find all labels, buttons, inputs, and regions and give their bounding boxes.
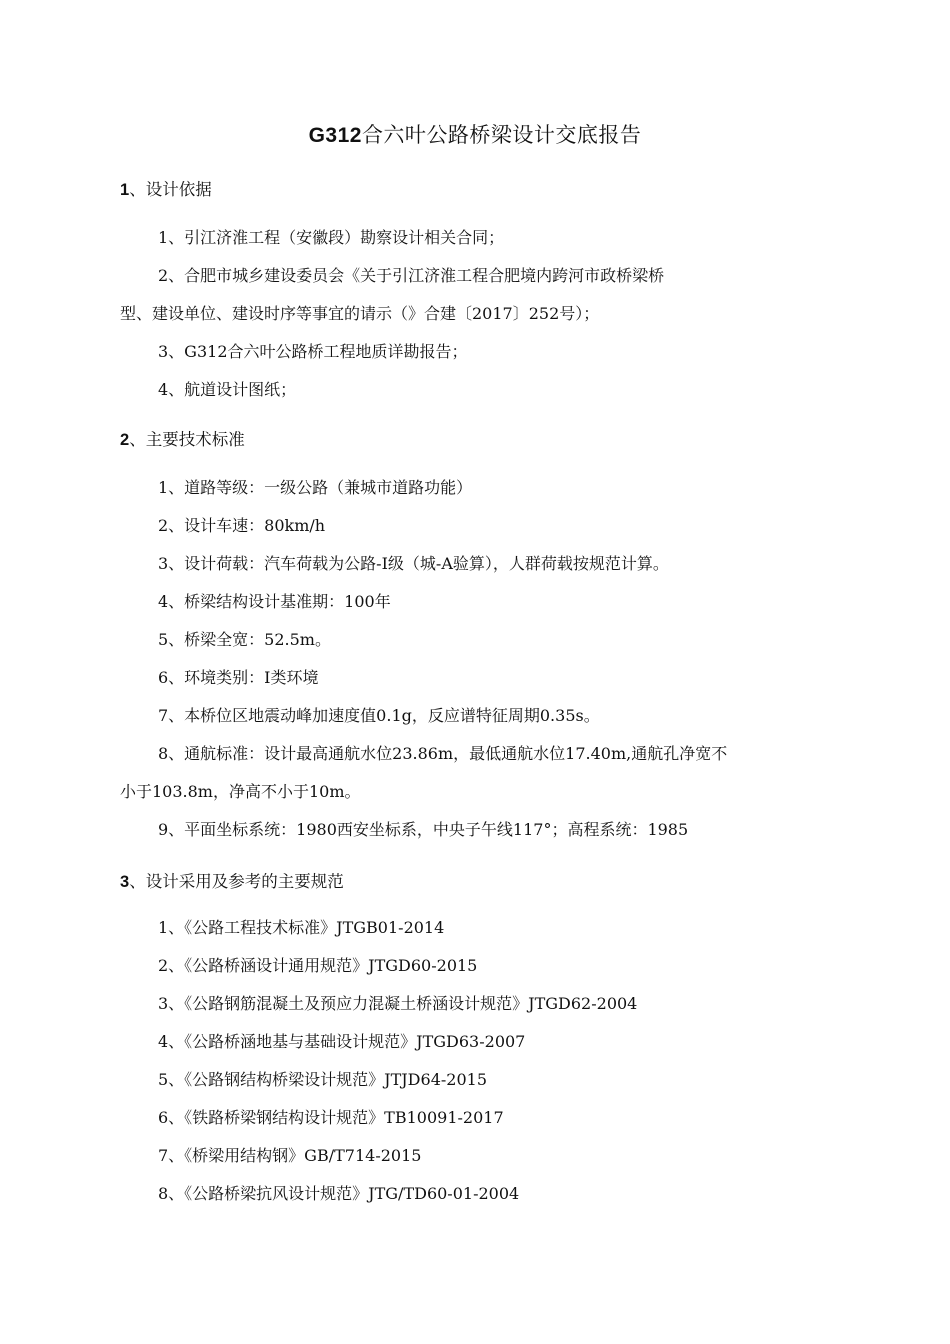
section-title: 、设计依据	[129, 180, 212, 199]
section-number: 1	[120, 181, 130, 199]
section-number: 2	[120, 431, 130, 449]
section-number: 3	[120, 873, 130, 891]
list-item: 3、设计荷载：汽车荷载为公路-I级（城-A验算），人群荷载按规范计算。	[158, 554, 669, 573]
list-item-continuation: 型、建设单位、建设时序等事宜的请示（》合建〔2017〕252号）；	[120, 304, 600, 323]
list-item: 6、环境类别：I类环境	[158, 668, 319, 687]
list-item: 7、本桥位区地震动峰加速度值0.1g，反应谱特征周期0.35s。	[158, 706, 600, 725]
list-item: 5、《公路钢结构桥梁设计规范》JTJD64-2015	[158, 1070, 487, 1089]
section-title: 、设计采用及参考的主要规范	[129, 872, 344, 891]
list-item-continuation: 小于103.8m，净高不小于10m。	[120, 782, 361, 801]
list-item: 8、通航标准：设计最高通航水位23.86m，最低通航水位17.40m,通航孔净宽不	[158, 744, 728, 763]
list-item: 8、《公路桥梁抗风设计规范》JTG/TD60-01-2004	[158, 1184, 520, 1203]
title-text: 合六叶公路桥梁设计交底报告	[361, 123, 642, 147]
section-title: 、主要技术标准	[129, 430, 245, 449]
list-item: 2、设计车速：80km/h	[158, 516, 326, 535]
title-prefix: G312	[308, 124, 362, 147]
list-item: 7、《桥梁用结构钢》GB/T714-2015	[158, 1146, 422, 1165]
list-item: 1、引江济淮工程（安徽段）勘察设计相关合同；	[158, 228, 505, 247]
section-heading-2	[120, 428, 245, 452]
list-item: 4、《公路桥涵地基与基础设计规范》JTGD63-2007	[158, 1032, 526, 1051]
list-item: 9、平面坐标系统：1980西安坐标系，中央子午线117°；高程系统：1985	[158, 820, 689, 839]
list-item: 4、桥梁结构设计基准期：100年	[158, 592, 391, 611]
page-title	[0, 120, 950, 151]
list-item: 3、《公路钢筋混凝土及预应力混凝土桥涵设计规范》JTGD62-2004	[158, 994, 638, 1013]
list-item: 2、《公路桥涵设计通用规范》JTGD60-2015	[158, 956, 478, 975]
section-heading-1	[120, 178, 212, 202]
list-item: 4、航道设计图纸；	[158, 380, 297, 399]
list-item: 1、道路等级：一级公路（兼城市道路功能）	[158, 478, 473, 497]
list-item: 3、G312合六叶公路桥工程地质详勘报告；	[158, 342, 468, 361]
section-heading-3	[120, 870, 344, 894]
list-item: 1、《公路工程技术标准》JTGB01-2014	[158, 918, 445, 937]
list-item: 5、桥梁全宽：52.5m。	[158, 630, 331, 649]
list-item: 6、《铁路桥梁钢结构设计规范》TB10091-2017	[158, 1108, 504, 1127]
list-item: 2、合肥市城乡建设委员会《关于引江济淮工程合肥境内跨河市政桥梁桥	[158, 266, 665, 285]
